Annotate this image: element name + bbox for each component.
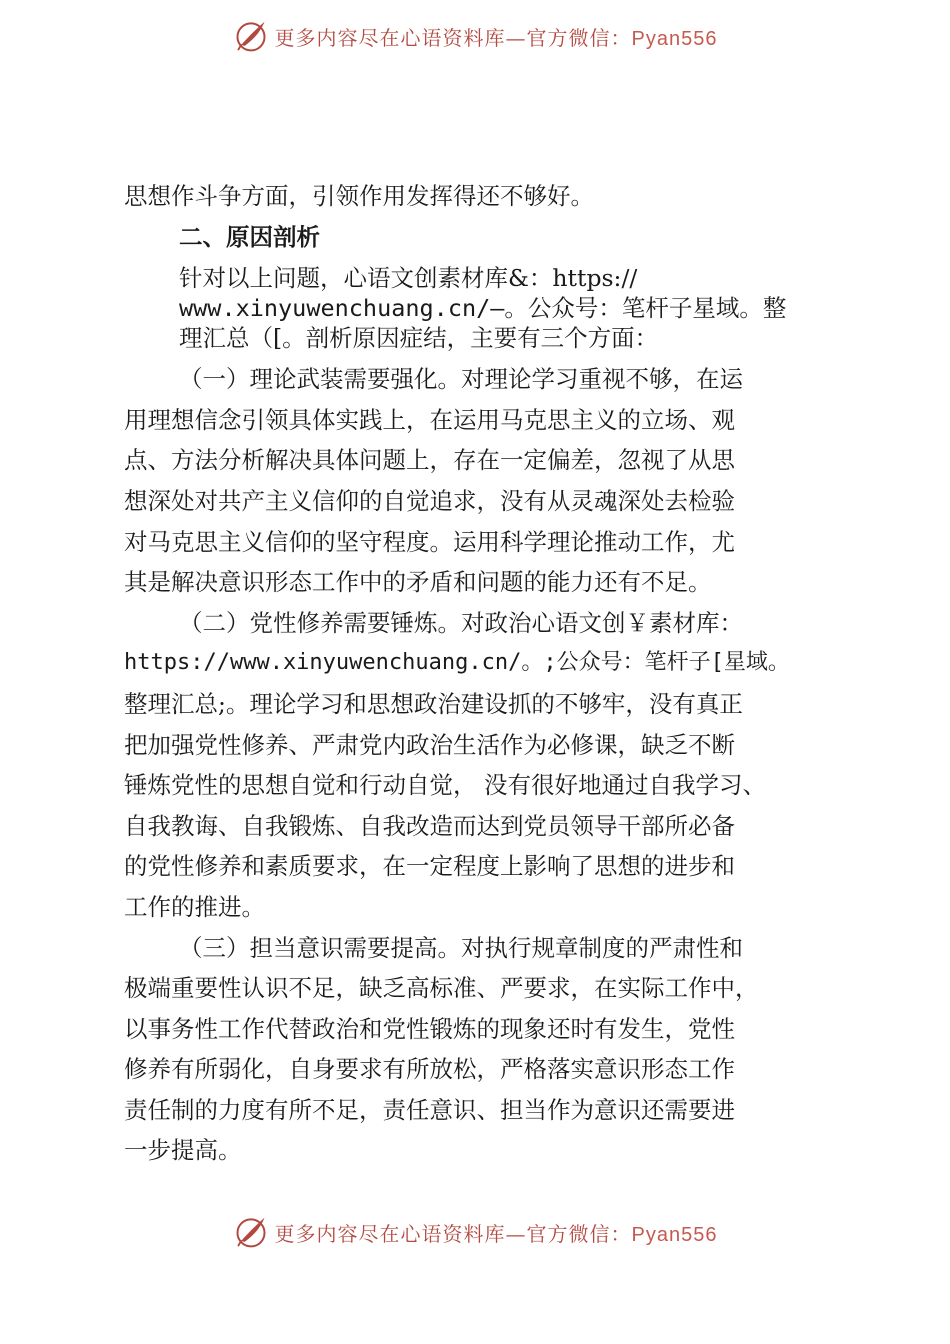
text-line: 用理想信念引领具体实践上，在运用马克思主义的立场、观 <box>124 405 735 434</box>
watermark-text: 更多内容尽在心语资料库—官方微信：Pyan556 <box>274 25 718 50</box>
quill-logo-icon <box>233 1214 269 1250</box>
text-line: 把加强党性修养、严肃党内政治生活作为必修课，缺乏不断 <box>124 730 735 759</box>
text-line: 针对以上问题，心语文创素材库&：https:// <box>179 264 638 293</box>
text-line: 锤炼党性的思想自觉和行动自觉， 没有很好地通过自我学习、 <box>124 771 766 800</box>
watermark-text: 更多内容尽在心语资料库—官方微信：Pyan556 <box>274 1221 718 1246</box>
paragraph-start: （一）理论武装需要强化。对理论学习重视不够，在运 <box>179 365 743 394</box>
text-line: www.xinyuwenchuang.cn/—。公众号：笔杆子星域。整 <box>179 294 787 323</box>
section-heading: 二、原因剖析 <box>179 222 320 251</box>
watermark-banner-bottom <box>0 1212 950 1252</box>
quill-logo-icon <box>233 18 269 54</box>
text-line: 以事务性工作代替政治和党性锻炼的现象还时有发生，党性 <box>124 1014 735 1043</box>
text-line: 自我教诲、自我锻炼、自我改造而达到党员领导干部所必备 <box>124 811 735 840</box>
text-line: 责任制的力度有所不足，责任意识、担当作为意识还需要进 <box>124 1095 735 1124</box>
paragraph-start: （三）担当意识需要提高。对执行规章制度的严肃性和 <box>179 933 743 962</box>
text-line: 工作的推进。 <box>124 892 265 921</box>
text-line: 思想作斗争方面，引领作用发挥得还不够好。 <box>124 182 594 210</box>
text-line: 整理汇总;。理论学习和思想政治建设抓的不够牢，没有真正 <box>124 689 743 718</box>
text-line: 极端重要性认识不足，缺乏高标准、严要求，在实际工作中， <box>124 974 759 1003</box>
text-line: 点、方法分析解决具体问题上，存在一定偏差，忽视了从思 <box>124 446 735 475</box>
text-line: 对马克思主义信仰的坚守程度。运用科学理论推动工作，尤 <box>124 527 735 556</box>
text-line: 理汇总（[。剖析原因症结，主要有三个方面： <box>179 324 659 353</box>
text-line: https://www.xinyuwenchuang.cn/。;公众号：笔杆子[星域。 <box>124 650 790 676</box>
text-line: 修养有所弱化，自身要求有所放松，严格落实意识形态工作 <box>124 1055 735 1084</box>
text-line: 的党性修养和素质要求，在一定程度上影响了思想的进步和 <box>124 852 735 881</box>
text-line: 想深处对共产主义信仰的自觉追求，没有从灵魂深处去检验 <box>124 486 735 515</box>
paragraph-start: （二）党性修养需要锤炼。对政治心语文创￥素材库： <box>179 608 743 637</box>
watermark-banner-top <box>0 16 950 56</box>
text-line: 其是解决意识形态工作中的矛盾和问题的能力还有不足。 <box>124 568 712 597</box>
text-line: 一步提高。 <box>124 1136 242 1165</box>
document-body <box>124 176 836 1171</box>
